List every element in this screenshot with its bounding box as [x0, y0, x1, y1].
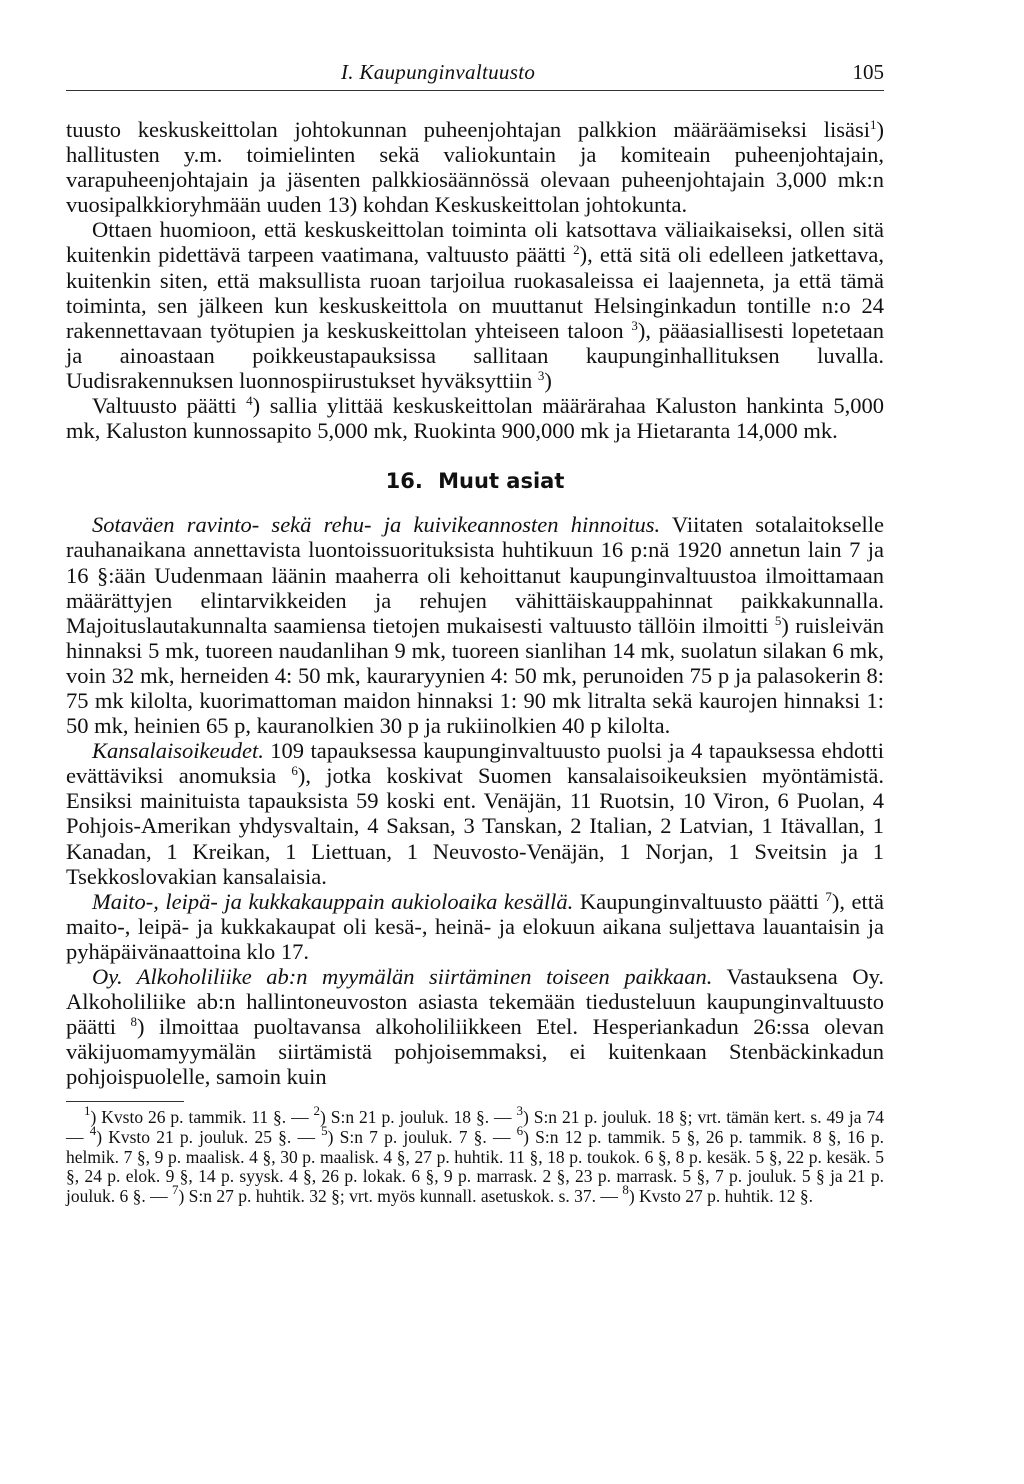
paragraph-lead-title: Sotaväen ravinto- sekä rehu- ja kuivikeannosten hinnoitus. — [92, 512, 661, 538]
text-run: ) S:n 21 p. jouluk. 18 §. — — [320, 1107, 517, 1128]
paragraph — [66, 738, 884, 889]
paragraph — [66, 964, 884, 1089]
paragraph — [66, 889, 884, 964]
section-title: Muut asiat — [438, 469, 565, 494]
section-heading — [66, 469, 884, 494]
text-run: Ottaen huomioon, että keskuskeittolan toiminta oli katsottava väliaikaiseksi, ollen sitä kuitenkin pidettävä tarpeen vaatimana, valtuusto päätti — [66, 217, 884, 268]
text-run: ) Kvsto 26 p. tammik. 11 §. — — [90, 1107, 314, 1128]
text-run: ) Kvsto 21 p. jouluk. 25 §. — — [96, 1127, 322, 1148]
text-run: ) S:n 7 p. jouluk. 7 §. — — [327, 1127, 517, 1148]
document-page — [66, 56, 884, 1206]
paragraph — [66, 217, 884, 393]
footnote-ref: 1 — [870, 117, 877, 132]
text-run: 109 tapauksessa kaupunginvaltuusto puolsi ja 4 tapauksessa ehdotti evättäviksi anomuksia — [66, 738, 884, 789]
text-run: ), että maito-, leipä- ja kukkakaupat oli kesä-, heinä- ja elokuun aikana suljettava lauantaisin ja pyhäpäivänaattoina klo 17. — [66, 888, 884, 964]
section-number: 16. — [385, 469, 423, 494]
footnote-ref: 4 — [89, 1123, 97, 1139]
footnote-line — [66, 1103, 884, 1206]
footnote-ref: 5 — [321, 1123, 328, 1139]
text-run: Kaupunginvaltuusto päätti — [573, 888, 826, 914]
paragraph — [66, 117, 884, 217]
footnote-ref: 5 — [774, 612, 782, 628]
paragraph-lead-title: Maito-, leipä- ja kukkakauppain aukioloaika kesällä. — [92, 888, 574, 914]
running-header — [66, 56, 884, 90]
footnote-rule — [66, 1101, 184, 1102]
paragraph-lead-title: Kansalaisoikeudet. — [92, 738, 264, 764]
text-run: ) S:n 27 p. huhtik. 32 §; vrt. myös kunnall. asetuskok. s. 37. — — [178, 1185, 623, 1206]
footnote-ref: 2 — [313, 1103, 320, 1119]
text-run: ) S:n 21 p. jouluk. 18 §; vrt. tämän kert. s. 49 ja 74 — — [66, 1107, 884, 1148]
text-run: ) S:n 12 p. tammik. 5 §, 26 p. tammik. 8 §, 16 p. helmik. 7 §, 9 p. maalisk. 4 §, 30 p. maalisk. 4 §, 27 p. huhtik. 11 §, 18 p. toukok. 6 §, 8 p. kesäk. 5 §, 22 p. kesäk. 5 §, 24 p. elok. 9 §, 14 p. syysk. 4 §, 26 p. lokak. 6 §, 9 p. marrask. 2 §, 23 p. marrask. 5 §, 7 p. jouluk. 5 § ja 21 p. jouluk. 6 §. — — [66, 1127, 884, 1206]
paragraphs-section — [66, 512, 884, 1089]
footnote-ref: 6 — [291, 763, 298, 779]
text-run: ) sallia ylittää keskuskeittolan määrärahaa Kaluston hankinta 5,000 mk, Kaluston kunnossapito 5,000 mk, Ruokinta 900,000 mk ja Hietaranta 14,000 mk. — [66, 393, 884, 444]
text-run: tuusto keskuskeittolan johtokunnan puheenjohtajan palkkion määräämiseksi lisäsi — [66, 117, 870, 142]
paragraph — [66, 512, 884, 738]
text-run: ), jotka koskivat Suomen kansalaisoikeuksien myöntämistä. Ensiksi mainituista tapauksista 59 koski ent. Venäjän, 11 Ruotsin, 10 Viron, 6 Puolan, 4 Pohjois-Amerikan yhdysvaltain, 4 Saksan, 3 Tanskan, 2 Italian, 2 Latvian, 1 Itävallan, 1 Kanadan, 1 Kreikan, 1 Liettuan, 1 Neuvosto-Venäjän, 1 Norjan, 1 Sveitsin ja 1 Tsekkoslovakian kansalaisia. — [66, 763, 885, 889]
paragraphs-top — [66, 117, 884, 443]
text-run: ), että sitä oli edelleen jatkettava, kuitenkin siten, että maksullista ruoan tarjoilua ruokasaleissa ei laajenneta, ja että tämä toiminta, sen jälkeen kun keskuskeittola on muuttanut Helsinginkadun tontille n:o 24 rakennettavaan työtupien ja keskuskeittolan yhteiseen taloon — [66, 242, 884, 343]
body-text — [66, 117, 884, 1089]
text-run: ) hallitusten y.m. toimielinten sekä valiokuntain ja komiteain puheenjohtajain, varapuheenjohtajain ja jäsenten palkkiosäännössä olevaan puheenjohtajain 3,000 mk:n vuosipalkkioryhmään uuden 13) kohdan Keskuskeittolan johtokunta. — [66, 117, 884, 218]
text-run: Vastauksena Oy. Alkoholiliike ab:n hallintoneuvoston asiasta tekemään tiedusteluun kaupunginvaltuusto päätti — [66, 964, 884, 1040]
text-run: ) Kvsto 27 p. huhtik. 12 §. — [628, 1185, 814, 1206]
footnote-ref: 7 — [825, 888, 832, 904]
header-rule — [66, 90, 884, 91]
footnote-ref: 8 — [130, 1014, 137, 1030]
footnote-ref: 6 — [516, 1123, 524, 1139]
text-run: ), pääasiallisesti lopetetaan ja ainoastaan poikkeustapauksissa sallitaan kaupunginhallituksen luvalla. Uudisrakennuksen luonnospiirustukset hyväksyttiin — [66, 317, 884, 393]
text-run: Valtuusto päätti — [92, 393, 247, 419]
running-title: I. Kaupunginvaltuusto — [341, 60, 536, 84]
paragraph-lead-title: Oy. Alkoholiliike ab:n myymälän siirtäminen toiseen paikkaan. — [92, 964, 713, 989]
footnote-ref: 2 — [573, 242, 580, 258]
text-run: ) ilmoittaa puoltavansa alkoholiliikkeen Etel. Hesperiankadun 26:ssa olevan väkijuomamyymälän siirtämistä pohjoisemmaksi, ei kuitenkaan Stenbäckinkadun pohjoispuolelle, samoin kuin — [66, 1014, 885, 1090]
footnote-ref: 3 — [516, 1103, 523, 1119]
page-number: 105 — [852, 60, 884, 84]
footnote-ref: 3 — [537, 367, 545, 383]
footnote-ref: 1 — [84, 1103, 91, 1119]
text-run: ) — [544, 367, 552, 393]
footnote-ref: 4 — [246, 393, 253, 409]
text-run: ) ruisleivän hinnaksi 5 mk, tuoreen naudanlihan 9 mk, tuoreen sianlihan 14 mk, suolatun silakan 6 mk, voin 32 mk, herneiden 4: 50 mk, kauraryynien 4: 50 mk, perunoiden 75 p ja palasokerin 8: 75 mk kilolta, kuorimattoman maidon hinnaksi 1: 90 mk litralta sekä kaurojen hinnaksi 1: 50 mk, heinien 65 p, kauranolkien 30 p ja rukiinolkien 40 p kilolta. — [66, 612, 885, 739]
footnote-ref: 3 — [631, 317, 638, 333]
footnotes — [66, 1103, 884, 1206]
text-run: Viitaten sotalaitokselle rauhanaikana annettavista luontoissuorituksista huhtikuun 16 p:nä 1920 annetun lain 7 ja 16 §:ään Uudenmaan läänin maaherra oli kehoittanut kaupunginvaltuustoa ilmoittamaan määrättyjen elintarvikkeiden ja rehujen vähittäiskauppahinnat paikkakunnalla. Majoituslautakunnalta saamiensa tietojen mukaisesti valtuusto tällöin ilmoitti — [66, 512, 885, 638]
footnote-ref: 8 — [622, 1181, 629, 1197]
paragraph — [66, 393, 884, 443]
footnote-ref: 7 — [171, 1181, 179, 1197]
